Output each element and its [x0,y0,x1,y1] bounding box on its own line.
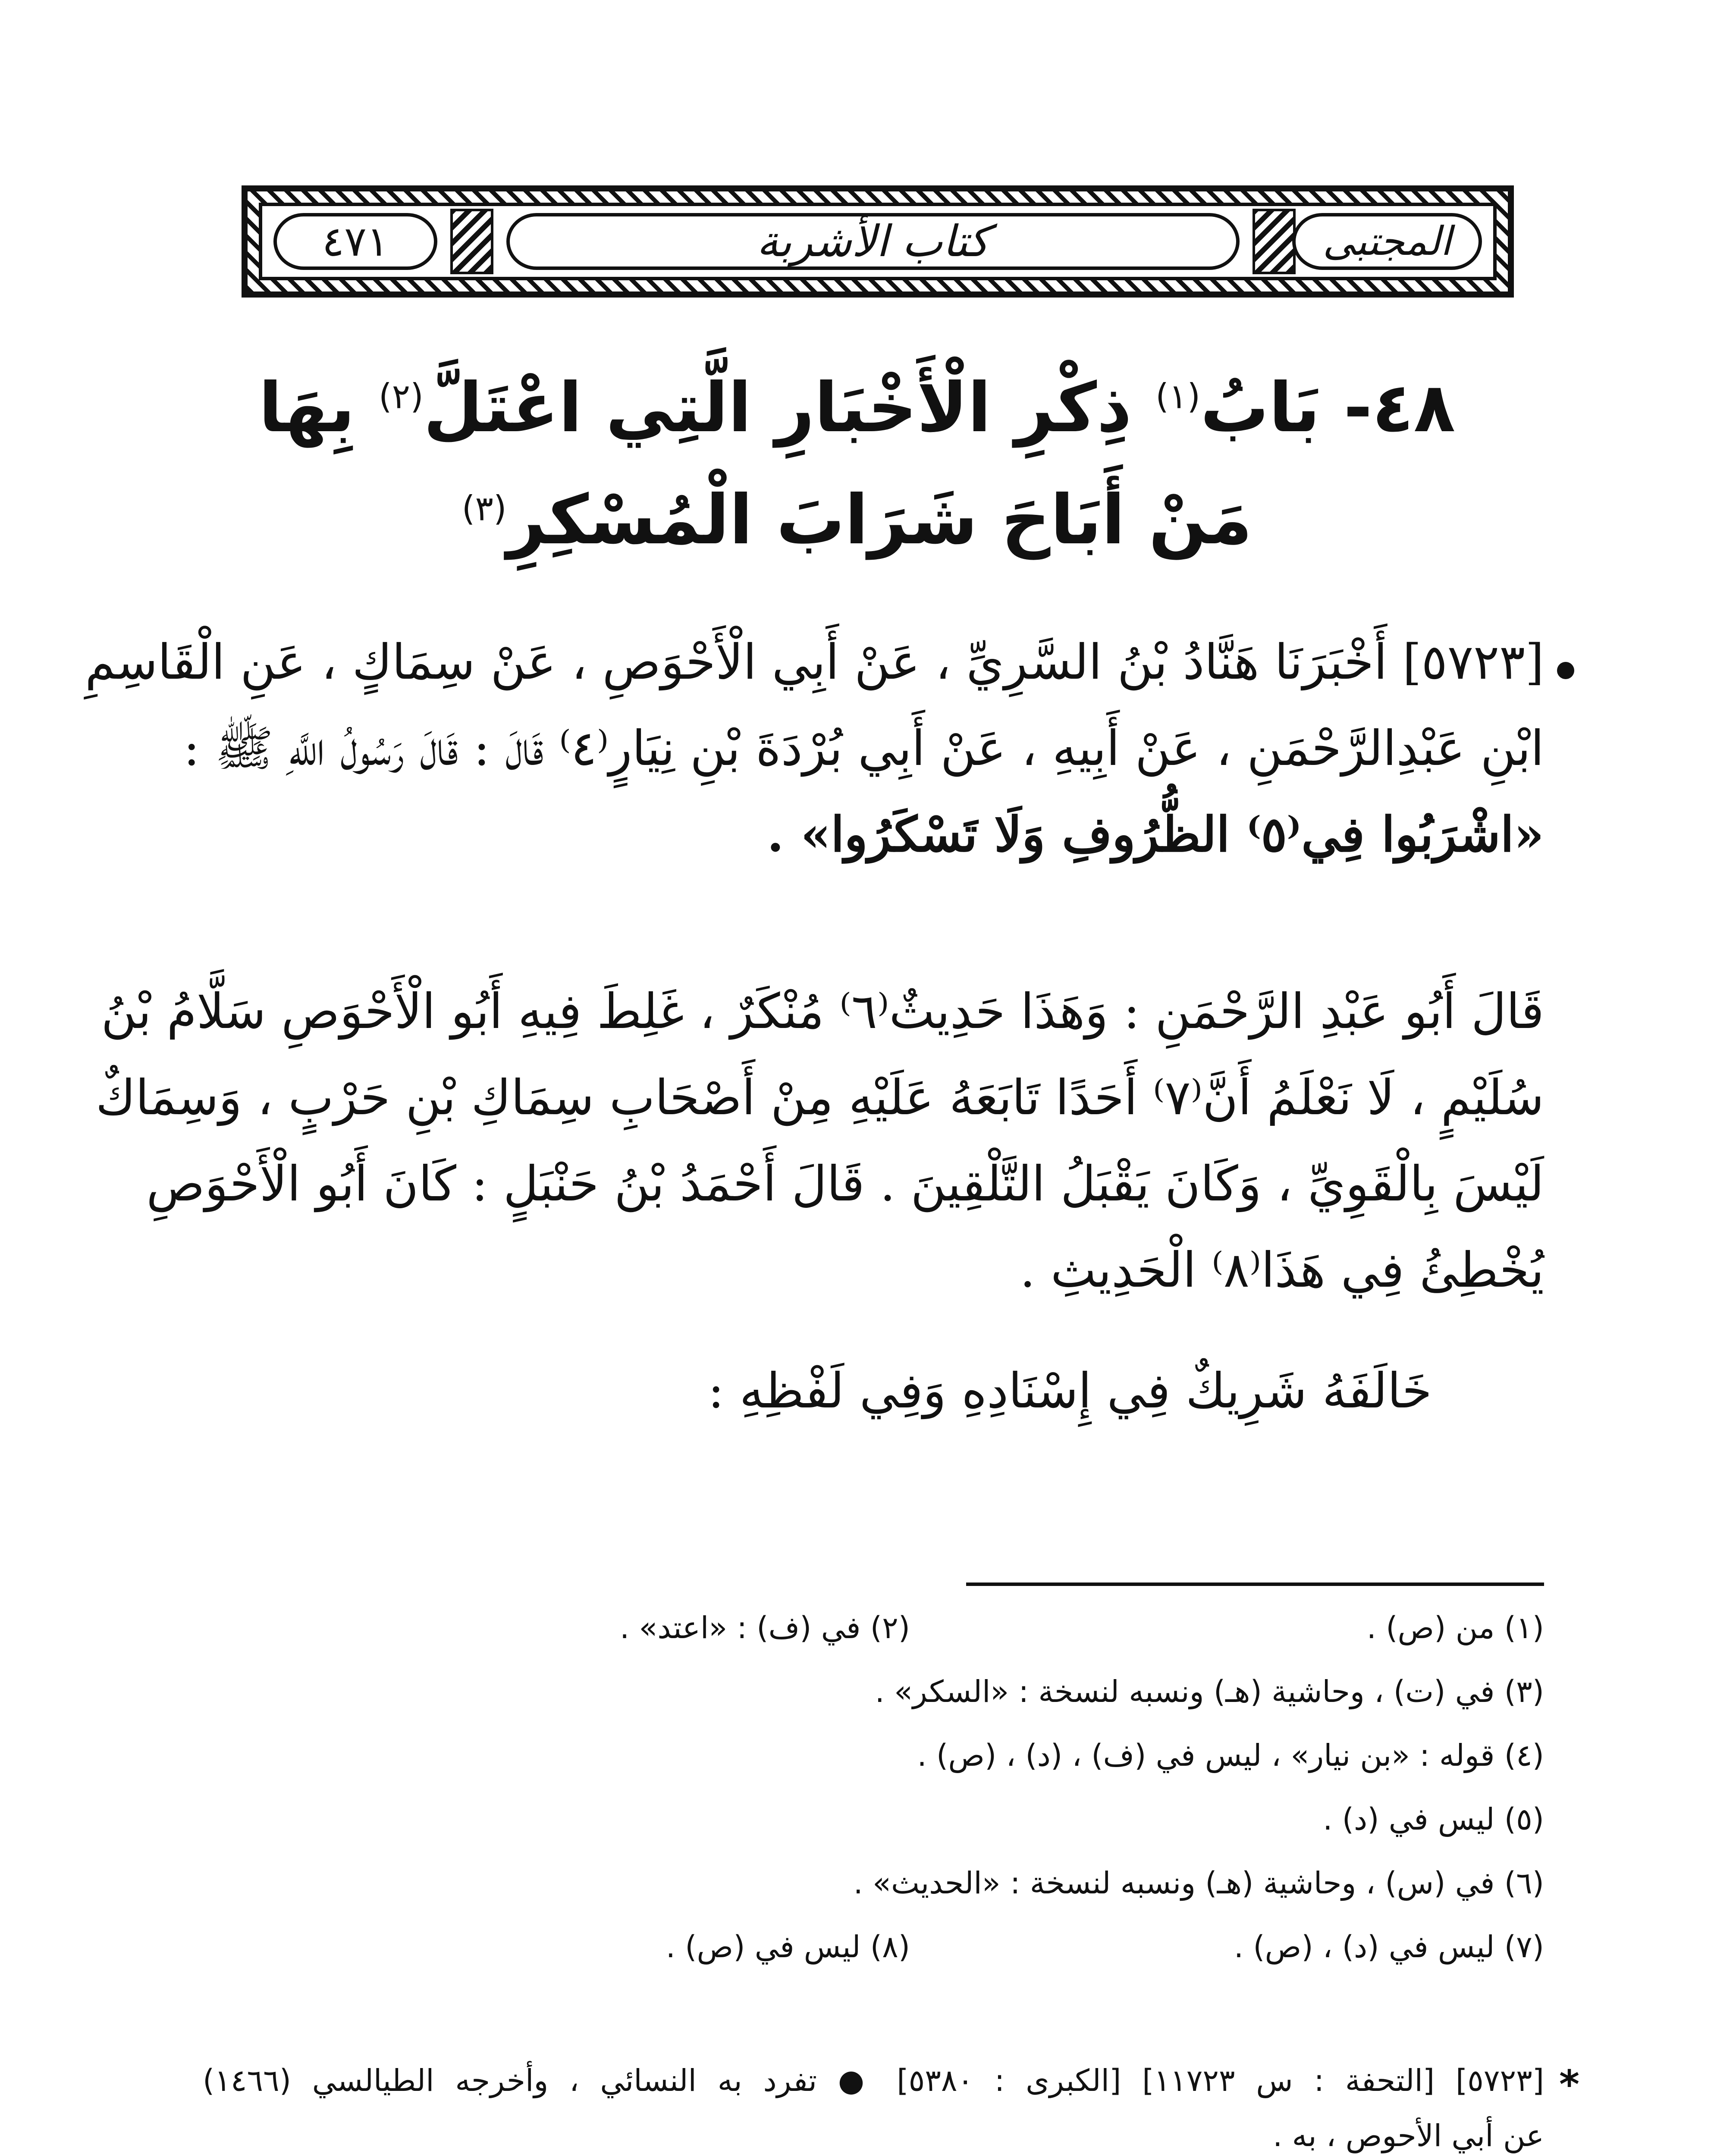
chapter-cartouche [506,213,1240,270]
footnote: (٣) في (ت) ، وحاشية (هـ) ونسبه لنسخة : «السكر» . [875,1674,1544,1709]
footnote: (٤) قوله : «بن نيار» ، ليس في (ف) ، (د) ، (ص) . [917,1738,1544,1773]
footnote-ref: (١) [1155,376,1201,417]
ornament-knot-icon [1253,209,1296,274]
section-title-line-2 [173,480,1541,560]
hadith-line: [٥٧٢٣] أَخْبَرَنَا هَنَّادُ بْنُ السَّرِيِّ ، عَنْ أَبِي الْأَحْوَصِ ، عَنْ سِمَاكٍ ، عَنِ الْقَاسِمِ [85,634,1544,690]
footnote: (٦) في (س) ، وحاشية (هـ) ونسبه لنسخة : «الحديث» . [853,1865,1544,1901]
page-number-cartouche [273,213,437,270]
footnote: (١) من (ص) . [1366,1610,1544,1645]
commentary-line: خَالَفَهُ شَرِيكٌ فِي إِسْنَادِهِ وَفِي لَفْظِهِ : [708,1363,1432,1419]
commentary-line: قَالَ أَبُو عَبْدِ الرَّحْمَنِ : وَهَذَا حَدِيثٌ⁽٦⁾ مُنْكَرٌ ، غَلِطَ فِيهِ أَبُو الْأَحْوَصِ سَلَّامُ بْنُ [101,984,1544,1040]
takhrij-notes [203,2065,1544,2156]
footnote: (٧) ليس في (د) ، (ص) . [1234,1929,1544,1965]
running-header [242,185,1514,298]
commentary-line: يُخْطِئُ فِي هَذَا⁽٨⁾ الْحَدِيثِ . [1020,1242,1544,1298]
commentary-block [95,984,1544,1505]
footnote-ref: (٢) [378,376,424,417]
footnotes [203,1610,1544,2044]
commentary-line: لَيْسَ بِالْقَوِيِّ ، وَكَانَ يَقْبَلُ التَّلْقِينَ . قَالَ أَحْمَدُ بْنُ حَنْبَلٍ : كَانَ أَبُو الْأَحْوَصِ [146,1156,1544,1212]
chapter-title: كتاب الأشربة [757,216,989,266]
book-cartouche [1292,213,1482,270]
hadith-matn: «اشْرَبُوا فِي⁽٥⁾ الظُّرُوفِ وَلَا تَسْكَرُوا» . [767,806,1544,863]
takhrij-line: [٥٧٢٣] [التحفة : س ١١٧٢٣] [الكبرى : ٥٣٨٠] ● تفرد به النسائي ، وأخرجه الطيالسي (١٤٦٦) [203,2063,1544,2098]
bullet-icon [1557,662,1574,679]
section-title-text: مَنْ أَبَاحَ شَرَابَ الْمُسْكِرِ [506,480,1253,560]
section-number-label: ٤٨- بَابُ [1200,368,1456,448]
section-title-line-1 [173,368,1541,448]
page-number: ٤٧١ [322,217,389,266]
ornament-knot-icon [450,209,493,274]
asterisk-icon: * [1559,2062,1580,2107]
footnote: (٢) في (ف) : «اعتد» . [619,1610,910,1645]
book-title: المجتبى [1322,218,1452,264]
section-title-text: ذِكْرِ الْأَخْبَارِ الَّتِي اعْتَلَّ [423,368,1156,448]
takhrij-line: عن أبي الأحوص ، به . [1273,2118,1544,2153]
footnote-divider [966,1583,1544,1586]
commentary-line: سُلَيْمٍ ، لَا نَعْلَمُ أَنَّ⁽٧⁾ أَحَدًا تَابَعَهُ عَلَيْهِ مِنْ أَصْحَابِ سِمَاكِ بْنِ حَرْبٍ ، وَسِمَاكٌ [95,1070,1544,1126]
footnote: (٨) ليس في (ص) . [666,1929,910,1965]
section-title-text: بِهَا [258,368,379,448]
footnote-ref: (٣) [461,489,507,529]
hadith-block [85,634,1544,880]
hadith-line: ابْنِ عَبْدِالرَّحْمَنِ ، عَنْ أَبِيهِ ، عَنْ أَبِي بُرْدَةَ بْنِ نِيَارٍ⁽٤⁾ قَالَ : قَالَ رَسُولُ اللَّهِ ﷺ : [183,721,1544,777]
footnote: (٥) ليس في (د) . [1323,1802,1544,1837]
